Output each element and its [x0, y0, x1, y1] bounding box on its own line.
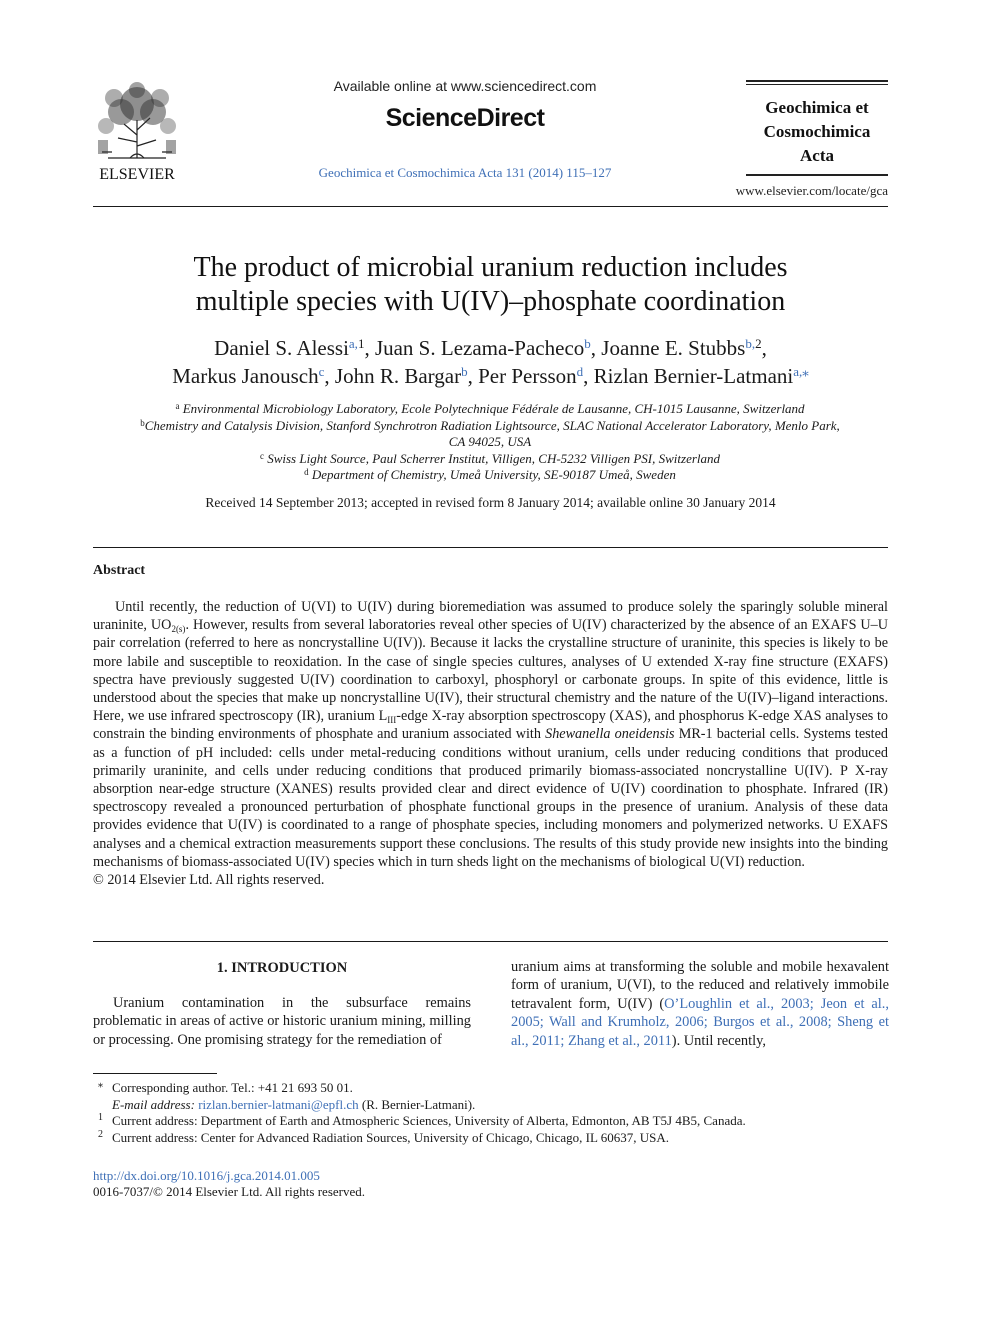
author-note-mark[interactable]: 1	[357, 336, 365, 351]
footnote-corresponding	[93, 1080, 888, 1097]
author-name: Per Persson	[478, 364, 577, 388]
footnote-1	[93, 1113, 888, 1130]
article-title-line: multiple species with U(IV)–phosphate coordination	[195, 286, 786, 317]
author-name: Rizlan Bernier-Latmani	[593, 364, 794, 388]
section-heading: 1. INTRODUCTION	[216, 960, 348, 976]
author-name: John R. Bargar	[334, 364, 462, 388]
abstract-bottom-divider	[93, 941, 888, 942]
sciencedirect-logo-text: ScienceDirect	[385, 104, 545, 132]
author-affiliation-mark[interactable]: b	[461, 364, 468, 379]
author-separator: ,	[583, 364, 594, 388]
affiliation-text: Chemistry and Catalysis Division, Stanford Synchrotron Radiation Lightsource, SLAC National Accelerator Laboratory, Menlo Park,	[144, 417, 840, 433]
corresponding-author-mark[interactable]: ⁎	[802, 364, 809, 379]
author-name: Joanne E. Stubbs	[601, 336, 746, 360]
author-separator: ,	[364, 336, 375, 360]
header-divider	[93, 206, 888, 207]
abstract-text: Until recently, the reduction of U(VI) to U(IV) during bioremediation was assumed to produce solely the sparingly soluble mineral uraninite, UO	[93, 599, 888, 634]
abstract-subscript: 2(s)	[171, 624, 186, 635]
intro-right-column	[511, 958, 889, 1050]
journal-homepage-url[interactable]: www.elsevier.com/locate/gca	[735, 183, 888, 198]
journal-title	[740, 96, 894, 168]
journal-title-line: Acta	[800, 146, 834, 165]
publisher-name: ELSEVIER	[99, 166, 175, 182]
email-label: E-mail address:	[112, 1096, 195, 1112]
author-affiliation-mark[interactable]: b,	[745, 336, 756, 351]
affiliation-item	[100, 418, 880, 451]
abstract-text: MR-1 bacterial cells. Systems tested as a function of pH included: cells under metal-reducing conditions without uranium, cells under reducing conditions that produced primarily uraninite, and cells under reducing conditions that produced primarily biomass-associated noncrystalline U(IV). P X-ray absorption near-edge structure (XANES) results provided clear and direct evidence of U(IV) coordination to phosphate. Infrared (IR) spectroscopy revealed a pronounced perturbation of phosphate functional groups in the presence of uranium. Analysis of these data provides evidence that U(IV) is coordinated to a range of phosphate species, including monomers and polymerized networks. U EXAFS analyses and a chemical extraction measurements support these conclusions. The results of this study provide new insights into the binding mechanisms of biomass-associated U(IV) species which in turn sheds light on the mechanisms of biological U(VI) reduction.	[93, 726, 888, 870]
available-online-text: Available online at www.sciencedirect.com	[333, 78, 597, 94]
author-affiliation-mark[interactable]: c	[318, 364, 325, 379]
footnotes	[93, 1080, 888, 1146]
affiliation-mark: b	[140, 417, 145, 428]
footnote-text: Current address: Department of Earth and Atmospheric Sciences, University of Alberta, Edmonton, AB T5J 4B5, Canada.	[112, 1113, 746, 1128]
journal-title-line: Cosmochimica	[763, 122, 871, 141]
author-affiliation-mark[interactable]: d	[576, 364, 584, 379]
intro-text: uranium aims at transforming the soluble and mobile hexavalent form of uranium, U(VI), to the reduced and relatively immobile tetravalent form, U(IV) (	[511, 959, 889, 1012]
footnote-text: Current address: Center for Advanced Radiation Sources, University of Chicago, Chicago, IL 60637, USA.	[112, 1129, 669, 1145]
author-separator: ,	[761, 336, 767, 360]
author-affiliation-mark[interactable]: a,	[348, 336, 358, 351]
affiliation-text: Swiss Light Source, Paul Scherrer Institut, Villigen, CH-5232 Villigen PSI, Switzerland	[267, 450, 721, 466]
footnote-text: (R. Bernier-Latmani).	[361, 1096, 476, 1112]
email-link[interactable]: rizlan.bernier-latmani@epfl.ch	[198, 1096, 359, 1112]
abstract-body	[93, 598, 888, 889]
bottom-info	[93, 1168, 365, 1200]
author-separator: ,	[467, 364, 479, 388]
intro-paragraph-continued	[511, 958, 889, 1050]
footnote-2	[93, 1130, 888, 1147]
affiliation-item	[100, 401, 880, 418]
author-affiliation-mark[interactable]: b	[584, 336, 591, 351]
journal-bottom-rule	[746, 174, 888, 176]
footnote-mark: ⁎	[98, 1079, 103, 1090]
author-note-mark[interactable]: 2	[755, 336, 762, 351]
issn-copyright: 0016-7037/© 2014 Elsevier Ltd. All rights reserved.	[93, 1184, 365, 1199]
doi-link[interactable]: http://dx.doi.org/10.1016/j.gca.2014.01.005	[93, 1168, 320, 1183]
author-separator: ,	[324, 364, 335, 388]
affiliation-text: Environmental Microbiology Laboratory, Ecole Polytechnique Fédérale de Lausanne, CH-1015 Lausanne, Switzerland	[182, 401, 805, 416]
abstract-top-divider	[93, 547, 888, 548]
article-title	[93, 251, 888, 319]
elsevier-logo	[88, 80, 186, 182]
affiliation-mark: c	[259, 450, 264, 461]
journal-top-rule	[746, 80, 888, 82]
affiliation-item	[100, 451, 880, 468]
abstract-subscript: III	[387, 715, 397, 726]
author-name: Juan S. Lezama-Pacheco	[374, 336, 585, 360]
footnote-mark: 1	[98, 1112, 103, 1123]
author-name: Markus Janousch	[172, 364, 319, 388]
intro-left-column	[93, 958, 471, 1049]
journal-top-rule-thin	[746, 84, 888, 85]
intro-text: ). Until recently,	[671, 1032, 766, 1049]
affiliation-mark: d	[304, 467, 309, 477]
author-list	[93, 334, 888, 390]
footnote-rule	[93, 1073, 217, 1074]
affiliation-text: Department of Chemistry, Umeå University, SE-90187 Umeå, Sweden	[311, 467, 676, 482]
abstract-heading: Abstract	[93, 563, 146, 578]
affiliation-text: CA 94025, USA	[448, 434, 532, 449]
intro-paragraph: Uranium contamination in the subsurface remains problematic in areas of active or historic uranium mining, milling or processing. One promising strategy for the remediation of	[93, 995, 471, 1048]
elsevier-tree-icon	[88, 80, 186, 182]
journal-title-line: Geochimica et	[765, 98, 869, 117]
organism-name: Shewanella oneidensis	[545, 726, 675, 743]
abstract-text: . However, results from several laboratories reveal other species of U(IV) characterized by the absence of an EXAFS U–U pair correlation (referred to here as noncrystalline U(IV)). Because it lacks the crystalline structure of uraninite, this species is likely to be more labile and susceptible to reoxidation. In the case of single species cultures, analyses of U extended X-ray fine structure (EXAFS) spectra have previously suggested U(IV) coordination to carboxyl, phosphoryl or carbonate groups. In spite of this evidence, little is understood about the species that make up noncrystalline U(IV), their structural chemistry and the nature of the U(IV)–ligand interactions. Here, we use infrared spectroscopy (IR), uranium L	[93, 617, 888, 725]
author-separator: ,	[590, 336, 602, 360]
author-name: Daniel S. Alessi	[214, 336, 349, 360]
footnote-text: Corresponding author. Tel.: +41 21 693 50 01.	[112, 1080, 353, 1095]
footnote-email	[93, 1097, 888, 1114]
article-title-line: The product of microbial uranium reduction includes	[193, 252, 788, 283]
abstract-text: -edge X-ray absorption spectroscopy (XAS), and phosphorus K-edge XAS analyses to constrain the binding environments of phosphate and uranium associated with	[93, 708, 888, 743]
citation-links[interactable]: O’Loughlin et al., 2003; Jeon et al., 2005; Wall and Krumholz, 2006; Burgos et al., 2008; Sheng et al., 2011; Zhang et al., 2011	[511, 995, 889, 1049]
footnote-mark: 2	[98, 1128, 103, 1140]
affiliation-item	[100, 467, 880, 484]
author-affiliation-mark[interactable]: a,	[793, 364, 803, 379]
affiliations	[100, 401, 880, 484]
journal-citation-link[interactable]: Geochimica et Cosmochimica Acta 131 (2014) 115–127	[318, 165, 612, 180]
abstract-copyright: © 2014 Elsevier Ltd. All rights reserved.	[93, 872, 325, 889]
affiliation-mark: a	[175, 401, 180, 411]
received-dates: Received 14 September 2013; accepted in revised form 8 January 2014; available online 30 January 2014	[205, 495, 776, 510]
